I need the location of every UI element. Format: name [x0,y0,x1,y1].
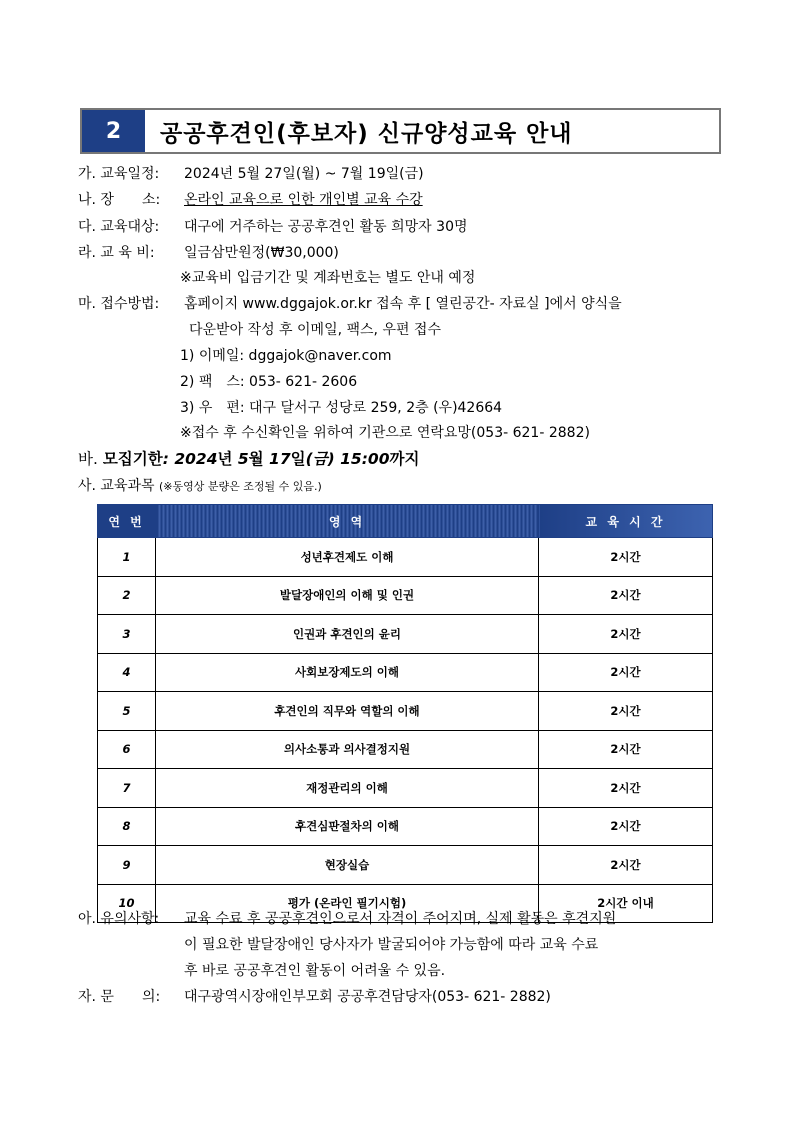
deadline-weekday: (금) [305,450,341,468]
contact-value: 대구광역시장애인부모회 공공후견담당자(053- 621- 2882) [184,989,551,1005]
caution-line1: 교육 수료 후 공공후견인으로서 자격이 주어지며, 실제 활동은 후견지원 [184,911,617,927]
section-header [80,108,721,154]
row-area: 사회보장제도의 이해 [156,653,539,692]
row-no: 4 [98,653,156,692]
row-hours: 2시간 [539,615,713,654]
target-label: 다. 교육대상: [78,219,160,235]
row-no: 7 [98,769,156,808]
target-value: 대구에 거주하는 공공후견인 활동 희망자 30명 [184,219,468,235]
row-area: 발달장애인의 이해 및 인권 [156,576,539,615]
deadline-month: 5 [237,450,249,468]
row-hours: 2시간 [539,730,713,769]
row-hours: 2시간 [539,576,713,615]
row-hours: 2시간 [539,692,713,731]
apply-line1: 홈페이지 www.dggajok.or.kr 접속 후 [ 열린공간- 자료실 ]에서 양식을 [184,296,622,312]
apply-line2: 다운받아 작성 후 이메일, 팩스, 우편 접수 [189,322,441,338]
row-hours: 2시간 [539,538,713,577]
contact-label: 자. 문 의: [78,989,161,1005]
caution-line3: 후 바로 공공후견인 활동이 어려울 수 있음. [184,963,446,979]
table-row [98,692,713,731]
fee-label: 라. 교 육 비: [78,245,155,261]
row-no: 3 [98,615,156,654]
caution-line2: 이 필요한 발달장애인 당사자가 발굴되어야 가능함에 따라 교육 수료 [184,937,599,953]
curriculum-label: 사. 교육과목 [78,478,155,494]
row-area: 후견인의 직무와 역할의 이해 [156,692,539,731]
curriculum-note: (※동영상 분량은 조정될 수 있음.) [158,480,322,493]
row-area: 재정관리의 이해 [156,769,539,808]
row-hours: 2시간 [539,846,713,885]
apply-line [78,294,622,314]
deadline-year-unit: 년 [217,450,238,468]
deadline-label: 모집기한 [102,450,163,468]
fee-note: ※교육비 입금기간 및 계좌번호는 별도 안내 예정 [180,270,476,286]
deadline-day-unit: 일 [290,450,306,468]
deadline-prefix: 바. [78,450,103,468]
fee-value: 일금삼만원정(₩30,000) [184,245,339,261]
apply-post: 3) 우 편: 대구 달서구 성당로 259, 2층 (우)42664 [180,400,503,416]
row-hours: 2시간 이내 [539,884,713,923]
schedule-line [78,164,424,184]
row-area: 성년후견제도 이해 [156,538,539,577]
table-row [98,615,713,654]
row-no: 5 [98,692,156,731]
place-line [78,190,423,210]
row-no: 8 [98,807,156,846]
deadline-month-unit: 월 [248,450,270,468]
table-row [98,538,713,577]
header-no: 연 번 [98,505,156,538]
deadline-line [78,449,419,469]
row-hours: 2시간 [539,769,713,808]
row-area: 인권과 후견인의 윤리 [156,615,539,654]
apply-label: 마. 접수방법: [78,296,160,312]
target-line [78,217,468,237]
row-no: 6 [98,730,156,769]
fee-line [78,243,339,263]
row-hours: 2시간 [539,807,713,846]
caution-line [78,909,616,929]
place-value: 온라인 교육으로 인한 개인별 교육 수강 [184,192,423,208]
row-hours: 2시간 [539,653,713,692]
header-hours: 교 육 시 간 [539,505,713,538]
section-title: 공공후견인(후보자) 신규양성교육 안내 [160,120,573,147]
deadline-day: 17 [269,450,291,468]
table-header-row [98,505,713,538]
table-row [98,730,713,769]
curriculum-table [97,504,713,923]
caution-label: 아. 유의사항: [78,911,160,927]
curriculum-line [78,476,322,497]
apply-email: 1) 이메일: dggajok@naver.com [180,348,392,364]
table-row [98,576,713,615]
row-no: 9 [98,846,156,885]
deadline-time: 15:00 [340,450,390,468]
table-row [98,846,713,885]
table-row [98,807,713,846]
contact-line [78,987,551,1007]
apply-note: ※접수 후 수신확인을 위하여 기관으로 연락요망(053- 621- 2882) [180,425,590,441]
row-no: 10 [98,884,156,923]
row-no: 2 [98,576,156,615]
row-area: 후견심판절차의 이해 [156,807,539,846]
table-row [98,769,713,808]
deadline-colon: : [162,450,175,468]
row-area: 의사소통과 의사결정지원 [156,730,539,769]
table-row [98,653,713,692]
apply-fax: 2) 팩 스: 053- 621- 2606 [180,374,358,390]
section-number: 2 [82,110,145,152]
row-area: 현장실습 [156,846,539,885]
place-label: 나. 장 소: [78,192,161,208]
header-area: 영 역 [156,505,539,538]
schedule-value: 2024년 5월 27일(월) ~ 7월 19일(금) [184,166,424,182]
row-area: 평가 (온라인 필기시험) [156,884,539,923]
row-no: 1 [98,538,156,577]
schedule-label: 가. 교육일정: [78,166,160,182]
deadline-year: 2024 [174,450,218,468]
deadline-suffix: 까지 [389,450,420,468]
